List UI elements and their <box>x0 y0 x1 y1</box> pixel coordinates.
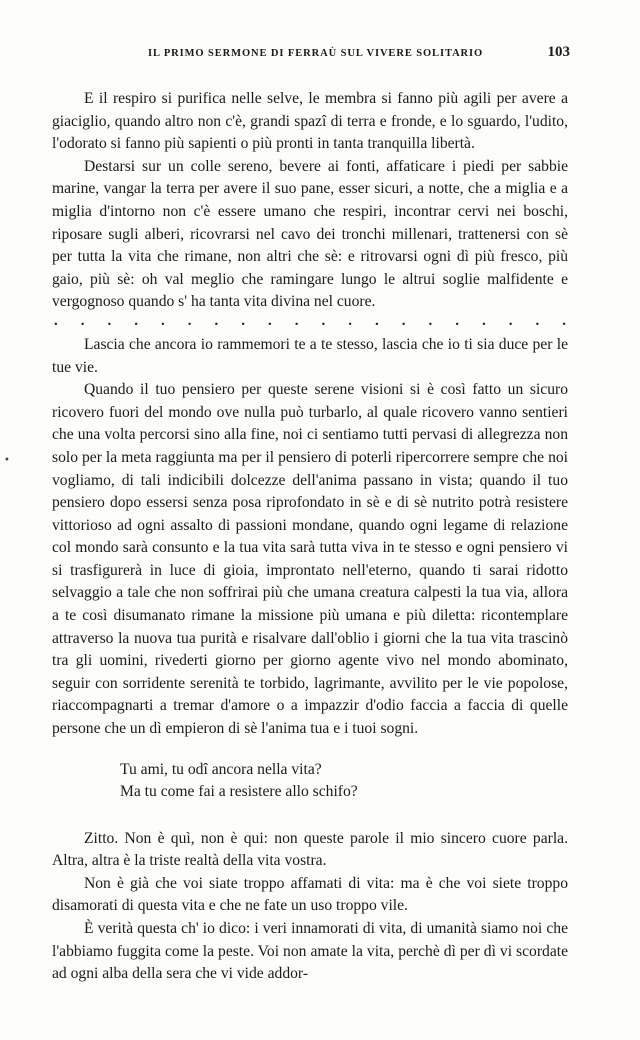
paragraph: E il respiro si purifica nelle selve, le membra si fanno più agili per avere a giaciglio, quando altro non c'è, grandi spazî di terra e fronde, e lo sguardo, l'udito, l'odorato si fanno più sapienti o più pronti in tanta tranquilla libertà. <box>52 90 568 153</box>
paragraph: Non è già che voi siate troppo affamati di vita: ma è che voi siete troppo disamorati di questa vita e che ne fate un uso troppo vile. <box>52 874 568 915</box>
running-title: IL PRIMO SERMONE DI FERRAÙ SUL VIVERE SOLITARIO <box>148 48 484 59</box>
page-number: 103 <box>547 44 570 60</box>
paragraph: Quando il tuo pensiero per queste serene visioni si è così fatto un sicuro ricovero fuori del mondo ove nulla può turbarlo, al quale ricovero vanno sentieri che una volta percorsi sino alla fine, noi ci sentiamo tutti pervasi di allegrezza non solo per la meta raggiunta ma per il pensiero di poterli ripercorrere sempre che noi vogliamo, di tali indicibili dolcezze dell'anima passano in vista; quando il tuo pensiero dopo essersi senza posa riprofondato in sè e di sè nutrito potrà resistere vittorioso ad ogni assalto di passioni mondane, quando ogni legame di relazione col mondo sarà consunto e la tua vita sarà tutta viva in te stesso e ogni pensiero vi si trasfigurerà in luce di gioia, improntato nell'eterno, quando ti sarai ridotto selvaggio a tale che non soffrirai più che umana creatura calpesti la tua via, allora a te così disumanato rimane la missione più umana e più diletta: ricontemplare attraverso la nuova tua purità e risalvare dall'oblio i giorni che la tua vita trascinò tra gli uomini, rivederti giorno per giorno agente vivo nel mondo abominato, seguir con sorridente serenità te torbido, lagrimante, avvilito per le vie popolose, riaccompagnarti a tremar d'amore o a impazzir d'odio faccia a faccia di quelle persone che un dì empieron di sè l'anima tua e i tuoi sogni. <box>52 381 568 738</box>
verse-line: Tu ami, tu odî ancora nella vita? <box>120 760 322 778</box>
ellipsis-dot: . <box>187 312 192 329</box>
ellipsis-dot: . <box>241 312 245 329</box>
verse-quote <box>52 759 568 804</box>
ellipsis-dot: . <box>348 312 352 329</box>
ellipsis-dot: . <box>562 312 566 329</box>
ellipsis-separator <box>52 312 568 334</box>
ellipsis-dot: . <box>294 312 299 329</box>
ellipsis-dot: . <box>107 312 112 329</box>
ellipsis-dot: . <box>401 312 406 329</box>
margin-mark: • <box>4 455 10 466</box>
paragraph: Lascia che ancora io rammemori te a te stesso, lascia che io ti sia duce per le tue vie. <box>52 335 568 376</box>
ellipsis-dot: . <box>80 312 85 329</box>
ellipsis-dot: . <box>161 312 165 329</box>
ellipsis-dot: . <box>535 312 540 329</box>
text-body <box>52 88 568 986</box>
verse-line: Ma tu come fai a resistere allo schifo? <box>120 783 358 801</box>
ellipsis-dot: . <box>54 312 58 329</box>
ellipsis-dot: . <box>482 312 486 329</box>
running-header <box>52 44 570 66</box>
ellipsis-dot: . <box>321 312 326 329</box>
paragraph: Zitto. Non è quì, non è qui: non queste parole il mio sincero cuore parla. Altra, altra è la triste realtà della vita vostra. <box>52 829 568 870</box>
ellipsis-dot: . <box>428 312 433 329</box>
ellipsis-dot: . <box>214 312 219 329</box>
ellipsis-dot: . <box>455 312 459 329</box>
paragraph: Destarsi sur un colle sereno, bevere ai fonti, affaticare i piedi per sabbie marine, vangar la terra per avere il suo pane, esser sicuri, a notte, che a miglia e a miglia d'intorno non c'è essere umano che respiri, incontrar cervi nei boschi, riposare sugli alberi, ricovrarsi nel cavo dei tronchi millenari, trattenersi con sè per tutta la vita che rimane, non altri che sè: e ritrovarsi ogni dì più fresco, più gaio, più sè: oh val meglio che ramingare lungo le altrui soglie malfidente e vergognoso quando s' ha tanta vita divina nel cuore. <box>52 157 568 311</box>
ellipsis-dot: . <box>375 312 379 329</box>
ellipsis-dot: . <box>268 312 272 329</box>
ellipsis-dot: . <box>508 312 513 329</box>
ellipsis-dot: . <box>134 312 138 329</box>
paragraph: È verità questa ch' io dico: i veri innamorati di vita, di umanità siamo noi che l'abbiamo fuggita come la peste. Voi non amate la vita, perchè dì per dì vi scordate ad ogni alba della sera che vi vide addor- <box>52 920 568 983</box>
